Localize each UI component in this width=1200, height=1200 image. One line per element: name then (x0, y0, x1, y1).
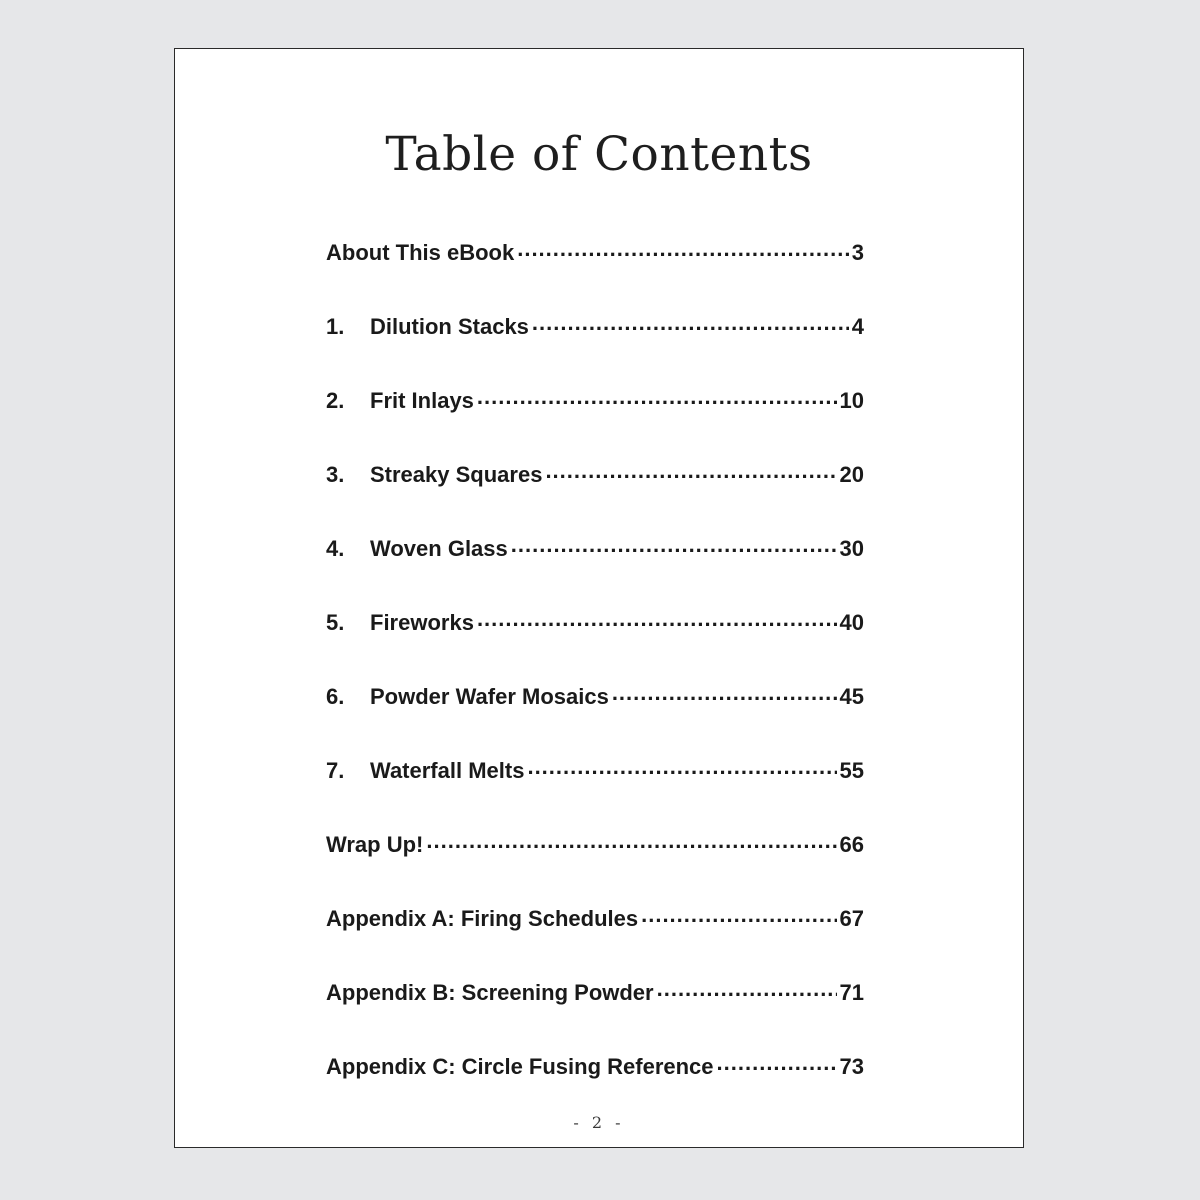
toc-entry-title: Waterfall Melts (370, 758, 525, 783)
dot-leader (612, 682, 837, 704)
toc-entry-page: 3 (851, 240, 864, 265)
toc-entry-woven-glass[interactable] (326, 534, 864, 608)
toc-entry-waterfall-melts[interactable] (326, 756, 864, 830)
toc-entry-title: Appendix C: Circle Fusing Reference (326, 1054, 714, 1079)
toc-entry-dilution-stacks[interactable] (326, 312, 864, 386)
toc-entry-powder-wafer-mosaics[interactable] (326, 682, 864, 756)
toc-entry-number: 3. (326, 462, 345, 487)
dot-leader (426, 830, 836, 852)
toc-entry-number: 7. (326, 758, 345, 783)
toc-entry-frit-inlays[interactable] (326, 386, 864, 460)
toc-entry-number: 5. (326, 610, 345, 635)
dot-leader (532, 312, 849, 334)
toc-entry-number: 2. (326, 388, 345, 413)
dot-leader (527, 756, 836, 778)
toc-entry-page: 30 (839, 536, 864, 561)
toc-entry-fireworks[interactable] (326, 608, 864, 682)
toc-entry-page: 20 (839, 462, 864, 487)
toc-entry-title: Streaky Squares (370, 462, 543, 487)
toc-entry-title: Powder Wafer Mosaics (370, 684, 609, 709)
dot-leader (717, 1052, 837, 1074)
dot-leader (657, 978, 837, 1000)
toc-entry-number: 1. (326, 314, 345, 339)
dot-leader (517, 238, 849, 260)
toc-entry-appendix-a[interactable] (326, 904, 864, 978)
toc-entry-about[interactable] (326, 238, 864, 312)
toc-entry-page: 71 (839, 980, 864, 1005)
toc-entry-title: Fireworks (370, 610, 474, 635)
toc-entry-title: About This eBook (326, 240, 515, 265)
toc-entry-appendix-b[interactable] (326, 978, 864, 1052)
dot-leader (545, 460, 836, 482)
toc-entry-page: 4 (851, 314, 864, 339)
toc-entry-page: 45 (839, 684, 864, 709)
page-title: Table of Contents (385, 127, 813, 182)
toc-entry-page: 40 (839, 610, 864, 635)
toc-entry-number: 4. (326, 536, 345, 561)
dot-leader (477, 608, 837, 630)
toc-entry-page: 73 (839, 1054, 864, 1079)
toc-entry-page: 67 (839, 906, 864, 931)
toc-entry-wrap-up[interactable] (326, 830, 864, 904)
toc-entry-title: Frit Inlays (370, 388, 474, 413)
toc-entry-title: Appendix B: Screening Powder (326, 980, 654, 1005)
toc-entry-page: 66 (839, 832, 864, 857)
toc-entry-page: 10 (839, 388, 864, 413)
dot-leader (641, 904, 836, 926)
toc-entry-number: 6. (326, 684, 345, 709)
toc-entry-title: Dilution Stacks (370, 314, 529, 339)
dot-leader (477, 386, 837, 408)
document-page (174, 48, 1024, 1148)
toc-entry-title: Woven Glass (370, 536, 508, 561)
page-number: - 2 - (573, 1113, 625, 1132)
toc-entry-title: Wrap Up! (326, 832, 424, 857)
toc-entry-title: Appendix A: Firing Schedules (326, 906, 639, 931)
toc-entry-page: 55 (839, 758, 864, 783)
dot-leader (511, 534, 837, 556)
table-of-contents (326, 238, 864, 1126)
toc-entry-streaky-squares[interactable] (326, 460, 864, 534)
